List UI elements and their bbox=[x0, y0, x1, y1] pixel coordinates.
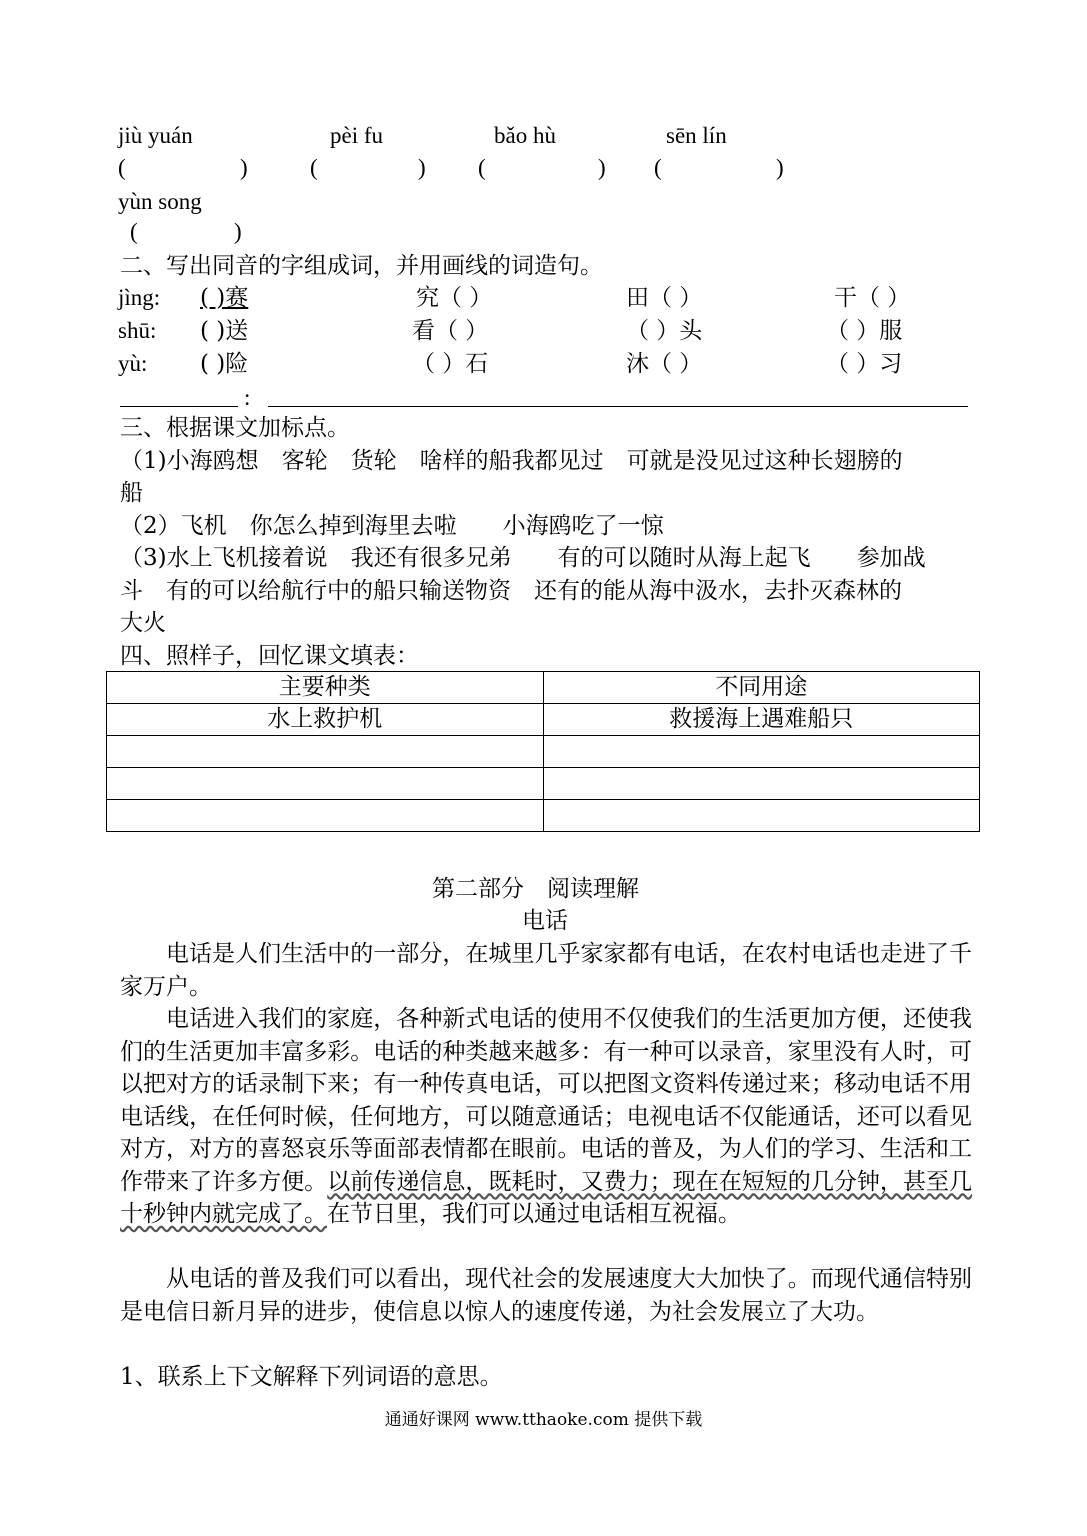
punct-line-4: （3)水上飞机接着说 我还有很多兄弟 有的可以随时从海上起飞 参加战 bbox=[120, 545, 926, 571]
blank-cell[interactable] bbox=[107, 768, 544, 800]
punct-line-6: 大火 bbox=[120, 610, 166, 636]
punct-line-2: 船 bbox=[120, 480, 143, 506]
cell-jing-4: 干（ ） bbox=[834, 285, 911, 311]
paragraph-2-text-a: 电话进入我们的家庭，各种新式电话的使用不仅使我们的生活更加方便，还使我们的生活更加丰富多彩。电话的种类越来越多：有一种可以录音，家里没有人时，可以把对方的话录制下来；有一种传真电话，可以把图文资料传递过来；移动电话不用电话线，在任何时候，任何地方，可以随意通话；电视电话不仅能通话，还可以看见对方，对方的喜怒哀乐等面部表情都在眼前。电话的普及，为人们的学习、生活和工作带来了许多方便。 bbox=[120, 1006, 972, 1195]
pinyin-yu: yù: bbox=[118, 351, 148, 376]
example-type: 水上救护机 bbox=[107, 704, 544, 736]
punct-line-3: （2）飞机 你怎么掉到海里去啦 小海鸥吃了一惊 bbox=[120, 513, 664, 539]
example-use: 救援海上遇难船只 bbox=[543, 704, 980, 736]
cell-yu-4: （ ）习 bbox=[826, 351, 903, 377]
cell-jing-2: 究（ ） bbox=[416, 285, 493, 311]
pinyin-yunsong: yùn song bbox=[118, 189, 202, 214]
section-2-title: 二、写出同音的字组成词，并用画线的词造句。 bbox=[120, 253, 603, 279]
section-4-title: 四、照样子，回忆课文填表： bbox=[120, 643, 419, 669]
punct-line-1: （1)小海鸥想 客轮 货轮 啥样的船我都见过 可就是没见过这种长翅膀的 bbox=[120, 448, 903, 474]
cell-jing-3: 田（ ） bbox=[626, 285, 703, 311]
paren-open-2: ( bbox=[310, 155, 318, 180]
paren-close-1: ) bbox=[240, 155, 248, 180]
pinyin-peifu: pèi fu bbox=[330, 123, 384, 148]
sentence-colon: : bbox=[244, 385, 251, 410]
table-row bbox=[107, 800, 980, 832]
article-paragraph-3: 从电话的普及我们可以看出，现代社会的发展速度大大加快了。而现代通信特别是电信日新月异的进步，使信息以惊人的速度传递，为社会发展立了大功。 bbox=[120, 1266, 972, 1325]
paren-open-1: ( bbox=[118, 155, 126, 180]
part2-heading: 第二部分 阅读理解 bbox=[432, 876, 639, 902]
paren-close-3: ) bbox=[598, 155, 606, 180]
paren-open-4: ( bbox=[654, 155, 662, 180]
blank-cell[interactable] bbox=[543, 800, 980, 832]
pinyin-shu: shū: bbox=[118, 318, 157, 343]
article-paragraph-2 bbox=[120, 1003, 972, 1231]
fill-table bbox=[106, 671, 980, 832]
cell-shu-4: （ ）服 bbox=[826, 318, 903, 344]
paren-close-4: ) bbox=[776, 155, 784, 180]
pinyin-senlin: sēn lín bbox=[666, 123, 727, 148]
blank-cell[interactable] bbox=[543, 768, 980, 800]
paren-open-3: ( bbox=[478, 155, 486, 180]
cell-yu-3: 沐（ ） bbox=[626, 351, 703, 377]
table-header-row bbox=[107, 672, 980, 704]
cell-yu-1: ( )险 bbox=[200, 351, 249, 377]
table-row bbox=[107, 768, 980, 800]
paragraph-2-text-b: 在节日里，我们可以通过电话相互祝福。 bbox=[327, 1201, 741, 1227]
section-3-title: 三、根据课文加标点。 bbox=[120, 415, 350, 441]
article-title: 电话 bbox=[522, 908, 568, 934]
cell-shu-2: 看（ ） bbox=[412, 318, 489, 344]
punct-line-5: 斗 有的可以给航行中的船只输送物资 还有的能从海中汲水，去扑灭森林的 bbox=[120, 578, 902, 604]
article-paragraph-1: 电话是人们生活中的一部分，在城里几乎家家都有电话，在农村电话也走进了千家万户。 bbox=[120, 941, 972, 1000]
table-row bbox=[107, 736, 980, 768]
paren-close-5: ) bbox=[234, 219, 242, 244]
cell-shu-1: ( )送 bbox=[200, 318, 249, 344]
paren-close-2: ) bbox=[418, 155, 426, 180]
table-row bbox=[107, 704, 980, 736]
blank-cell[interactable] bbox=[107, 736, 544, 768]
question-1: 1、联系上下文解释下列词语的意思。 bbox=[120, 1364, 503, 1390]
pinyin-jiuyuan: jiù yuán bbox=[118, 123, 193, 148]
footer-source: 通通好课网 www.tthaoke.com 提供下载 bbox=[384, 1410, 703, 1430]
header-use: 不同用途 bbox=[543, 672, 980, 704]
underlined-sentence: 以前传递信息，既耗时，又费力；现在在短短的几分钟，甚至几十秒钟内就完成了。 bbox=[120, 1168, 973, 1227]
pinyin-jing: jìng: bbox=[118, 285, 161, 310]
blank-cell[interactable] bbox=[543, 736, 980, 768]
sentence-blank-line[interactable] bbox=[268, 406, 968, 407]
cell-jing-1: ( )赛 bbox=[200, 285, 249, 311]
blank-cell[interactable] bbox=[107, 800, 544, 832]
cell-yu-2: （ ）石 bbox=[412, 351, 489, 377]
word-blank-line[interactable] bbox=[120, 406, 238, 407]
pinyin-baohu: bǎo hù bbox=[494, 123, 556, 148]
paren-open-5: ( bbox=[130, 219, 138, 244]
cell-shu-3: （ ）头 bbox=[626, 318, 703, 344]
header-type: 主要种类 bbox=[107, 672, 544, 704]
